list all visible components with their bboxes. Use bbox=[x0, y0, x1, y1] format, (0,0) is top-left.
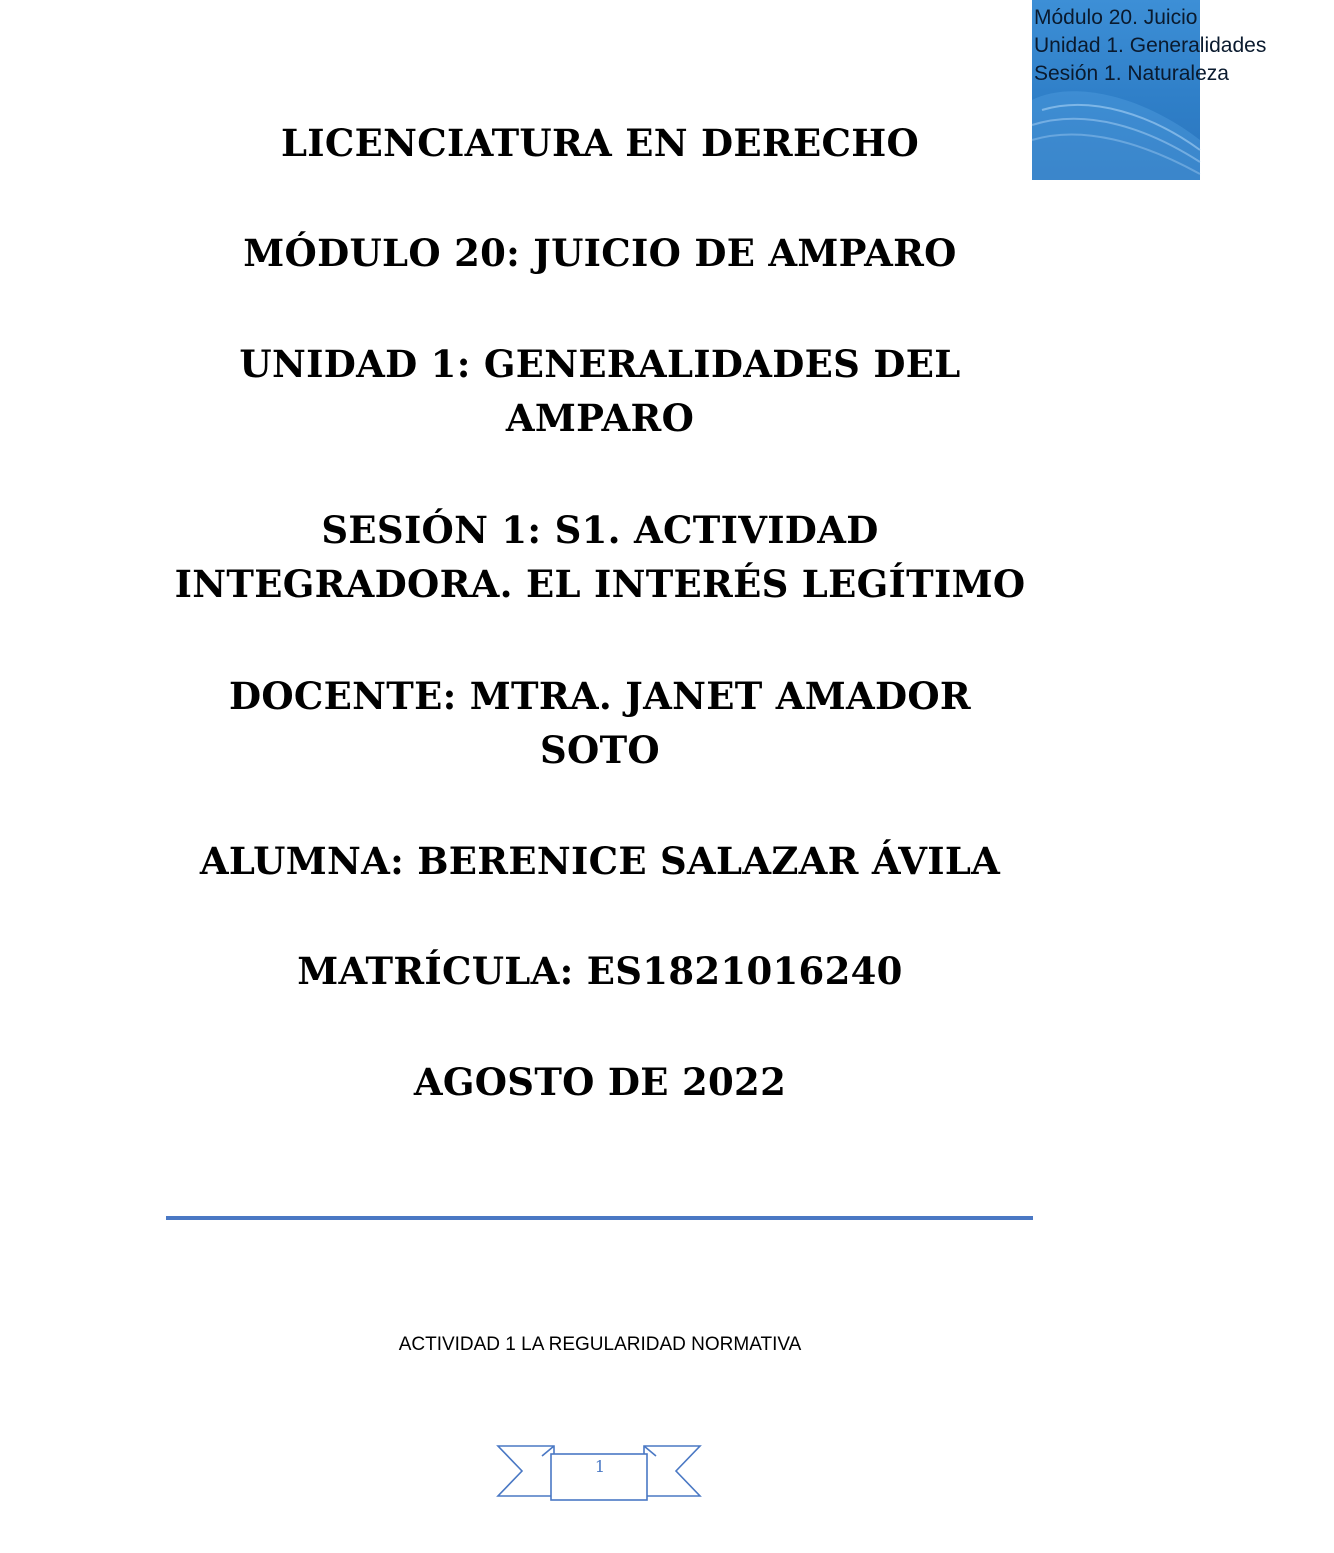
enrollment-text: MATRÍCULA: ES1821016240 bbox=[297, 949, 903, 993]
session-title bbox=[160, 503, 1040, 611]
module-title bbox=[160, 226, 1040, 280]
student-block bbox=[160, 834, 1040, 888]
session-text-line2: INTEGRADORA. EL INTERÉS LEGÍTIMO bbox=[174, 562, 1026, 606]
unit-text-line2: AMPARO bbox=[505, 396, 695, 440]
badge-text bbox=[1034, 4, 1334, 88]
footer-divider bbox=[166, 1216, 1033, 1220]
degree-title bbox=[160, 116, 1040, 170]
teacher-block bbox=[160, 669, 1040, 777]
header-badge bbox=[1032, 0, 1267, 180]
module-text: MÓDULO 20: JUICIO DE AMPARO bbox=[243, 231, 957, 275]
student-text: ALUMNA: BERENICE SALAZAR ÁVILA bbox=[199, 839, 1001, 883]
teacher-text-line1: DOCENTE: MTRA. JANET AMADOR bbox=[229, 674, 971, 718]
degree-text: LICENCIATURA EN DERECHO bbox=[280, 121, 920, 165]
enrollment-block bbox=[160, 944, 1040, 998]
page-number: 1 bbox=[594, 1457, 606, 1476]
session-text-line1: SESIÓN 1: S1. ACTIVIDAD bbox=[321, 508, 879, 552]
unit-title bbox=[160, 337, 1040, 445]
date-block bbox=[160, 1055, 1040, 1109]
teacher-text-line2: SOTO bbox=[540, 728, 660, 772]
footer-activity-title: ACTIVIDAD 1 LA REGULARIDAD NORMATIVA bbox=[398, 1334, 802, 1355]
badge-module-line: Módulo 20. Juicio bbox=[1034, 6, 1198, 29]
badge-unit-line: Unidad 1. Generalidades bbox=[1034, 34, 1267, 57]
badge-session-line: Sesión 1. Naturaleza bbox=[1034, 62, 1229, 85]
date-text: AGOSTO DE 2022 bbox=[413, 1060, 787, 1104]
unit-text-line1: UNIDAD 1: GENERALIDADES DEL bbox=[239, 342, 961, 386]
